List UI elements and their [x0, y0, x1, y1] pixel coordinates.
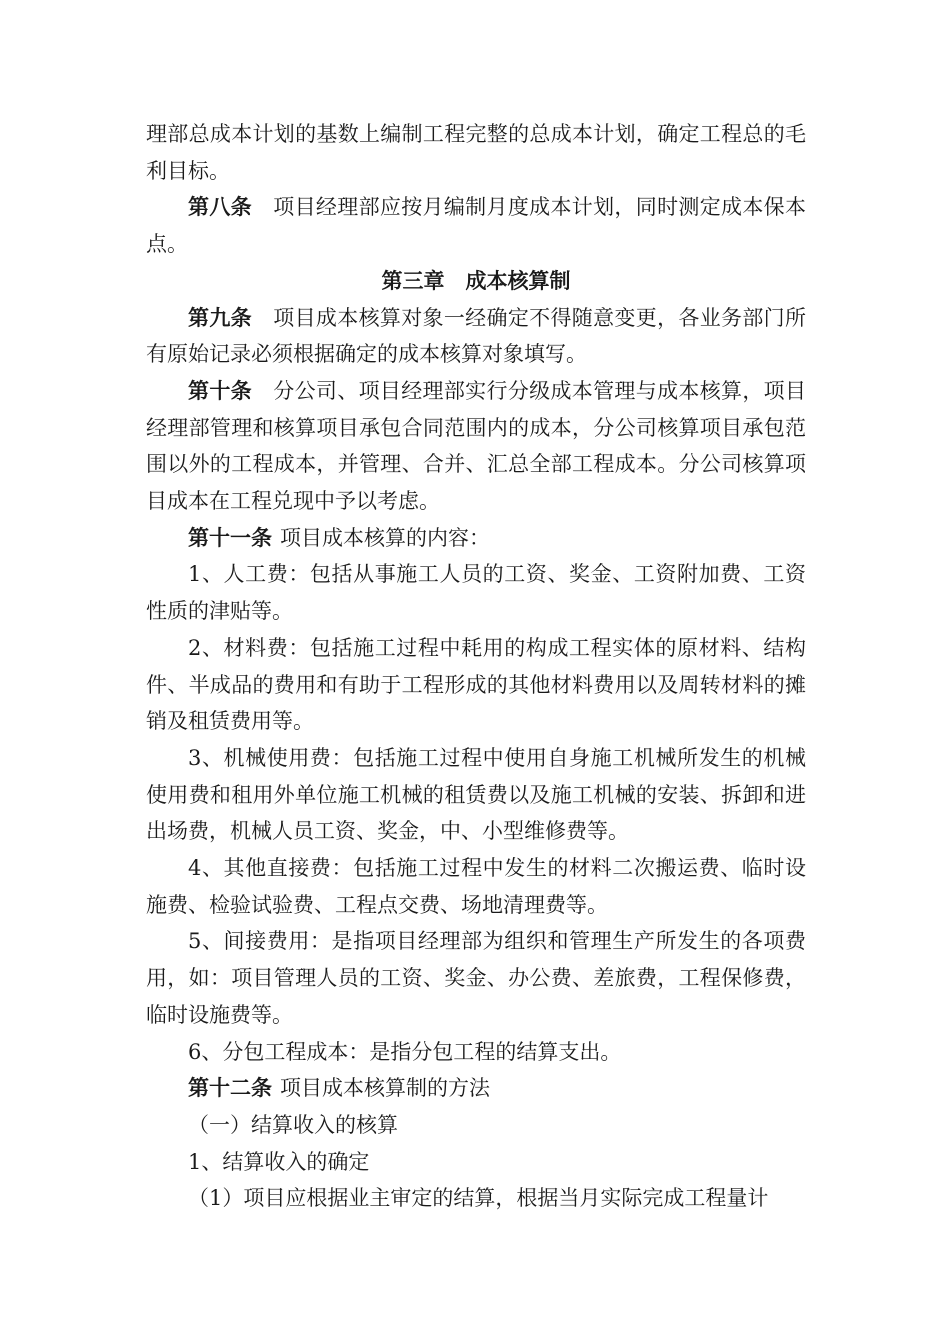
- list-item: 1、人工费：包括从事施工人员的工资、奖金、工资附加费、工资性质的津贴等。: [146, 562, 806, 624]
- article-8: [146, 189, 806, 262]
- article-11: [146, 520, 806, 557]
- article-12: [146, 1070, 806, 1107]
- list-item: 5、间接费用：是指项目经理部为组织和管理生产所发生的各项费用，如：项目管理人员的工资、奖金、办公费、差旅费，工程保修费，临时设施费等。: [146, 929, 806, 1027]
- article-11-label: 第十一条: [188, 524, 272, 550]
- article-9: [146, 300, 806, 373]
- article-12-label: 第十二条: [188, 1075, 272, 1101]
- list-item: 6、分包工程成本：是指分包工程的结算支出。: [188, 1039, 622, 1064]
- article-11-text: 项目成本核算的内容：: [280, 525, 490, 550]
- article-8-text: 项目经理部应按月编制月度成本计划，同时测定成本保本点。: [146, 195, 807, 257]
- article-10-text: 分公司、项目经理部实行分级成本管理与成本核算，项目经理部管理和核算项目承包合同范围内的成本，分公司核算项目承包范围以外的工程成本，并管理、合并、汇总全部工程成本。分公司核算项目成本在工程兑现中予以考虑。: [146, 378, 807, 514]
- article-12-text: 项目成本核算制的方法: [280, 1076, 490, 1101]
- article-10: [146, 373, 806, 520]
- article-8-label: 第八条: [188, 194, 252, 220]
- paragraph-continued: 理部总成本计划的基数上编制工程完整的总成本计划，确定工程总的毛利目标。: [146, 122, 806, 183]
- list-item: 2、材料费：包括施工过程中耗用的构成工程实体的原材料、结构件、半成品的费用和有助于工程形成的其他材料费用以及周转材料的摊销及租赁费用等。: [146, 635, 806, 734]
- list-item: 3、机械使用费：包括施工过程中使用自身施工机械所发生的机械使用费和租用外单位施工机械的租赁费以及施工机械的安装、拆卸和进出场费，机械人员工资、奖金，中、小型维修费等。: [146, 745, 806, 844]
- chapter-3-heading: 第三章 成本核算制: [381, 267, 571, 293]
- document-body: [146, 116, 806, 1217]
- subsection-1: （一）结算收入的核算: [188, 1112, 398, 1137]
- list-item: 4、其他直接费：包括施工过程中发生的材料二次搬运费、临时设施费、检验试验费、工程点交费、场地清理费等。: [146, 856, 806, 917]
- subsection-1-1-1: （1）项目应根据业主审定的结算，根据当月实际完成工程量计: [188, 1186, 769, 1211]
- article-9-label: 第九条: [188, 304, 252, 330]
- subsection-1-1: 1、结算收入的确定: [188, 1149, 370, 1174]
- article-10-label: 第十条: [188, 377, 252, 403]
- article-9-text: 项目成本核算对象一经确定不得随意变更，各业务部门所有原始记录必须根据确定的成本核算对象填写。: [146, 305, 807, 367]
